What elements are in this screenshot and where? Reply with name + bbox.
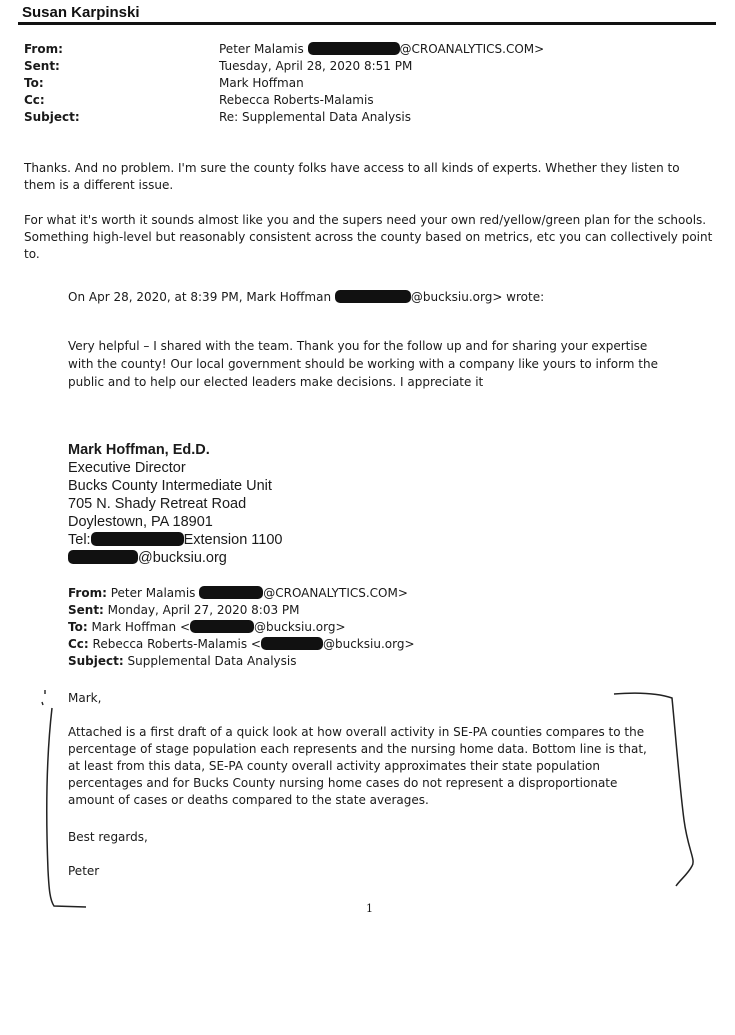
- sent-value: Tuesday, April 28, 2020 8:51 PM: [219, 59, 413, 73]
- original-body: Attached is a first draft of a quick look at how overall activity in SE-PA counties compares to the percentage of stage population each represents and the nursing home data. Bottom line is that, at least from this data, SE-PA county overall activity approximates their state population percentages and for Bucks County nursing home cases do not represent a disproportionate amount of cases or deaths compared to the state averages.: [68, 725, 647, 807]
- signature-street: 705 N. Shady Retreat Road: [68, 496, 247, 512]
- original-signoff: Peter: [68, 864, 100, 878]
- quoted-body: Very helpful – I shared with the team. Thank you for the follow up and for sharing your expertise with the county! Our local government should be working with a company like yours to inform the public and to help our elected leaders make decisions. I appreciate it: [68, 339, 658, 389]
- subject-value: Re: Supplemental Data Analysis: [219, 110, 412, 124]
- fwd-from-line: From: Peter Malamis @CROANALYTICS.COM>: [68, 586, 408, 600]
- signature-org: Bucks County Intermediate Unit: [68, 478, 272, 494]
- subject-label: Subject:: [24, 110, 80, 124]
- original-closing: Best regards,: [68, 830, 148, 844]
- from-name: Peter Malamis: [219, 42, 308, 56]
- cc-label: Cc:: [24, 93, 45, 107]
- fwd-sent-line: Sent: Monday, April 27, 2020 8:03 PM: [68, 603, 300, 617]
- reply-paragraph-1: Thanks. And no problem. I'm sure the county folks have access to all kinds of experts. Whether they listen to them is a different issue.: [24, 161, 680, 192]
- to-value: Mark Hoffman: [219, 76, 304, 90]
- sent-label: Sent:: [24, 59, 60, 73]
- from-domain: @CROANALYTICS.COM>: [399, 42, 545, 56]
- fwd-cc-line: Cc: Rebecca Roberts-Malamis < @bucksiu.org>: [68, 637, 415, 651]
- email-domain: @bucksiu.org: [138, 550, 227, 566]
- mailbox-owner-name: Susan Karpinski: [22, 4, 140, 21]
- signature-title: Executive Director: [68, 460, 186, 476]
- fwd-to-line: To: Mark Hoffman < @bucksiu.org>: [68, 620, 346, 634]
- from-label: From:: [24, 42, 63, 56]
- reply-paragraph-2: For what it's worth it sounds almost like you and the supers need your own red/yellow/green plan for the schools. Something high-level but reasonably consistent across the county based on metrics, etc you can collectively point to.: [24, 213, 713, 261]
- quoted-intro-domain: @bucksiu.org> wrote:: [410, 290, 545, 304]
- page-number: 1: [366, 902, 373, 915]
- cc-value: Rebecca Roberts-Malamis: [219, 93, 374, 107]
- signature-city: Doylestown, PA 18901: [68, 514, 213, 530]
- tel-extension: Extension 1100: [183, 532, 283, 548]
- fwd-subject-line: Subject: Supplemental Data Analysis: [68, 654, 297, 668]
- quoted-intro-text: On Apr 28, 2020, at 8:39 PM, Mark Hoffman: [68, 290, 335, 304]
- signature-name: Mark Hoffman, Ed.D.: [68, 442, 210, 458]
- original-greeting: Mark,: [68, 691, 102, 705]
- tel-label: Tel:: [68, 532, 91, 548]
- to-label: To:: [24, 76, 44, 90]
